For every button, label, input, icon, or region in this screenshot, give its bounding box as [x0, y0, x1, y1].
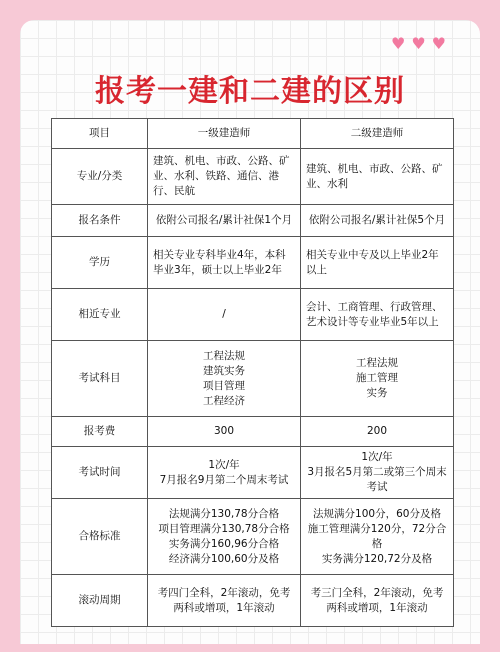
level1-cell: 依附公司报名/累计社保1个月 — [148, 205, 301, 237]
level1-cell — [148, 447, 301, 499]
level2-cell — [301, 447, 454, 499]
level1-cell: 相关专业专科毕业4年，本科毕业3年，硕士以上毕业2年 — [148, 237, 301, 289]
level2-cell: 考三门全科，2年滚动，免考两科或增项，1年滚动 — [301, 575, 454, 627]
level2-cell: 会计、工商管理、行政管理、艺术设计等专业毕业5年以上 — [301, 289, 454, 341]
level2-cell: 依附公司报名/累计社保5个月 — [301, 205, 454, 237]
row-label: 考试科目 — [52, 341, 148, 417]
level1-cell: 考四门全科，2年滚动，免考两科或增项，1年滚动 — [148, 575, 301, 627]
table-row — [52, 447, 454, 499]
pass-line: 实务满分160,96分合格 — [168, 537, 280, 550]
pass-line: 经济满分100,60分及格 — [168, 552, 280, 565]
exam-schedule: 7月报名9月第二个周末考试 — [159, 473, 289, 486]
table-row — [52, 205, 454, 237]
pass-line: 项目管理满分130,78分合格 — [158, 522, 290, 535]
pass-line: 法规满分130,78分合格 — [168, 507, 280, 520]
table-row — [52, 417, 454, 447]
level2-cell — [301, 341, 454, 417]
heart-icon: ♥ — [390, 34, 406, 53]
table-row — [52, 289, 454, 341]
pass-line: 法规满分100分，60分及格 — [313, 507, 441, 520]
header-cell-item: 项目 — [52, 119, 148, 149]
level2-cell: 建筑、机电、市政、公路、矿业、水利 — [301, 149, 454, 205]
page-title: 报考一建和二建的区别 — [95, 74, 405, 109]
subject-line: 项目管理 — [203, 379, 245, 392]
row-label: 滚动周期 — [52, 575, 148, 627]
hearts-decoration — [391, 36, 446, 52]
pass-line: 施工管理满分120分，72分合格 — [307, 522, 447, 550]
subject-line: 工程法规 — [203, 349, 245, 362]
row-label: 考试时间 — [52, 447, 148, 499]
table-row — [52, 575, 454, 627]
bottom-frame — [20, 644, 480, 652]
exam-frequency: 1次/年 — [208, 458, 240, 471]
level1-cell: / — [148, 289, 301, 341]
exam-frequency: 1次/年 — [361, 451, 393, 463]
row-label: 相近专业 — [52, 289, 148, 341]
heart-icon: ♥ — [411, 34, 426, 53]
level1-cell — [148, 499, 301, 575]
table-row — [52, 237, 454, 289]
subject-line: 建筑实务 — [203, 364, 245, 377]
table-row — [52, 341, 454, 417]
table-row — [52, 499, 454, 575]
row-label: 学历 — [52, 237, 148, 289]
level2-cell: 200 — [301, 417, 454, 447]
header-cell-level2: 二级建造师 — [301, 119, 454, 149]
pass-line: 实务满分120,72分及格 — [321, 552, 433, 565]
subject-line: 施工管理 — [356, 372, 398, 384]
row-label: 合格标准 — [52, 499, 148, 575]
exam-schedule: 3月报名5月第二或第三个周末考试 — [307, 466, 447, 493]
subject-line: 工程经济 — [203, 394, 245, 407]
row-label: 报考费 — [52, 417, 148, 447]
subject-line: 工程法规 — [356, 357, 398, 369]
subject-line: 实务 — [366, 387, 388, 399]
table-row — [52, 149, 454, 205]
row-label: 报名条件 — [52, 205, 148, 237]
heart-icon: ♥ — [431, 34, 446, 53]
table-header-row — [52, 119, 454, 149]
level2-cell — [301, 499, 454, 575]
level2-cell: 相关专业中专及以上毕业2年以上 — [301, 237, 454, 289]
level1-cell: 建筑、机电、市政、公路、矿业、水利、铁路、通信、港行、民航 — [148, 149, 301, 205]
header-cell-level1: 一级建造师 — [148, 119, 301, 149]
level1-cell: 300 — [148, 417, 301, 447]
row-label: 专业/分类 — [52, 149, 148, 205]
comparison-table — [51, 118, 454, 627]
level1-cell — [148, 341, 301, 417]
